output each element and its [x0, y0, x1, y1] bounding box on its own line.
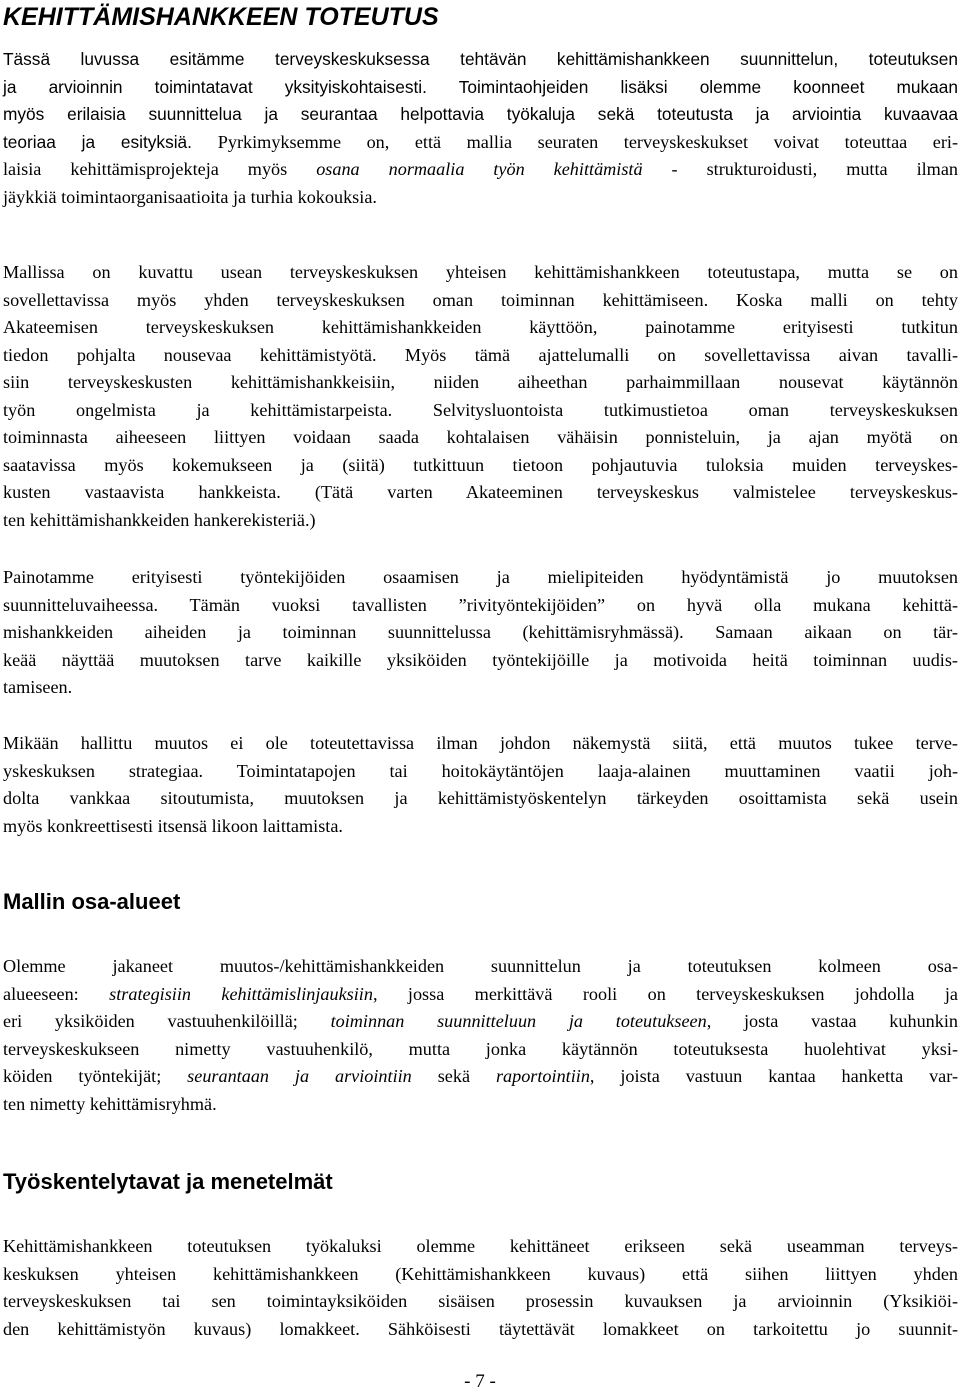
text-span: , josta vastaa kuhunkin [706, 1011, 958, 1031]
paragraph-employee-involvement [3, 564, 958, 702]
text-span: Tässä luvussa esitämme terveyskeskuksessa tehtävän kehittämishankkeen suunnittelun, toteutuksen [3, 49, 958, 69]
text-span: ja arvioinnin toimintatavat yksityiskohtaisesti. Toimintaohjeiden lisäksi olemme koonneet mukaan [3, 76, 958, 97]
paragraph-management-commitment [3, 730, 958, 840]
text-span: Pyrkimyksemme on, että mallia seuraten terveyskeskukset voivat toteuttaa eri- [217, 131, 958, 152]
page-heading: KEHITTÄMISHANKKEEN TOTEUTUS [3, 3, 439, 31]
text-line [3, 981, 958, 1009]
text-span: alueeseen: [3, 983, 110, 1004]
text-span: , joista vastuun kantaa hanketta var- [589, 1066, 958, 1086]
text-line: sovellettavissa myös yhden terveyskeskuksen oman toiminnan kehittämiseen. Koska malli on tehty [3, 289, 958, 310]
italic-text: seurantaan ja arviointiin [187, 1066, 412, 1086]
text-span: teoriaa ja esityksiä. [3, 131, 218, 152]
text-line [3, 74, 958, 102]
text-span: laisia kehittämisprojekteja myös [3, 159, 317, 179]
text-span: köiden työntekijät; [3, 1066, 188, 1086]
paragraph-model-areas [3, 953, 958, 1118]
text-line: terveyskeskuksen tai sen toimintayksiköiden sisäisen prosessin kuvauksen ja arvioinnin (Yksikiöi- [3, 1291, 958, 1311]
text-line [3, 46, 958, 74]
italic-text: strategisiin kehittämislinjauksiin [109, 983, 373, 1004]
paragraph-model-description [3, 259, 958, 534]
text-span: eri yksiköiden vastuuhenkilöillä; [3, 1011, 331, 1031]
text-line [3, 953, 958, 981]
text-span: , jossa merkittävä rooli on terveyskeskuksen johdolla ja [372, 983, 959, 1004]
page-number: - 7 - [464, 1371, 496, 1392]
text-line: den kehittämistyön kuvaus) lomakkeet. Sähköisesti täytettävät lomakkeet on tarkoitettu jo suunnit- [3, 1318, 958, 1339]
paragraph-intro [3, 46, 958, 211]
text-line: kusten vastaavista hankkeista. (Tätä varten Akateeminen terveyskeskus valmistelee terveyskeskus- [3, 482, 958, 502]
text-line: Mallissa on kuvattu usean terveyskeskuksen yhteisen kehittämishankkeen toteutustapa, mutta se on [3, 262, 958, 282]
text-line [3, 101, 958, 129]
text-line: mishankkeiden aiheiden ja toiminnan suunnittelussa (kehittämisryhmässä). Samaan aikaan on tär- [3, 622, 958, 642]
text-line [3, 156, 958, 184]
text-span: sekä [411, 1066, 496, 1086]
text-line [3, 1091, 958, 1119]
italic-text: osana normaalia työn kehittämistä [316, 159, 643, 179]
text-line: ten kehittämishankkeiden hankerekisteriä.) [3, 509, 316, 530]
text-span: - strukturoidusti, mutta ilman [642, 159, 958, 179]
text-line: Kehittämishankkeen toteutuksen työkaluksi olemme kehittäneet erikseen sekä useamman terveys- [3, 1236, 958, 1256]
text-line [3, 1063, 958, 1091]
text-line: dolta vankkaa sitoutumista, muutoksen ja kehittämistyöskentelyn tärkeyden osoittamista sekä usein [3, 788, 958, 808]
italic-text: raportointiin [495, 1066, 590, 1086]
text-span: jäykkiä toimintaorganisaatioita ja turhia kokouksia. [3, 186, 377, 207]
text-line: keskuksen yhteisen kehittämishankkeen (Kehittämishankkeen kuvaus) että siihen liittyen yhden [3, 1263, 958, 1284]
text-line: yskeskuksen strategiaa. Toimintatapojen tai hoitokäytäntöjen laaja-alainen muuttaminen vaatii joh- [3, 760, 958, 781]
text-line: saatavissa myös kokemukseen ja (siitä) tutkittuun tietoon pohjautuvia tuloksia muiden terveyskes- [3, 454, 958, 475]
text-line: siin terveyskeskusten kehittämishankkeisiin, niiden aiheethan parhaimmillaan nousevat käytännön [3, 372, 958, 392]
paragraph-methods [3, 1233, 958, 1343]
text-line: Akateemisen terveyskeskuksen kehittämishankkeiden käyttöön, painotamme erityisesti tutkitun [3, 317, 958, 337]
text-line: tiedon pohjalta nousevaa kehittämistyötä. Myös tämä ajattelumalli on sovellettavissa aivan tavalli- [3, 344, 958, 365]
text-line: toiminnasta aiheeseen liittyen voidaan saada kohtalaisen vähäisin ponnisteluin, ja ajan myötä on [3, 427, 958, 447]
text-line: myös konkreettisesti itsensä likoon laittamista. [3, 815, 343, 836]
text-line [3, 129, 958, 157]
text-span: ten nimetty kehittämisryhmä. [3, 1093, 217, 1114]
text-span: terveyskeskukseen nimetty vastuuhenkilö, mutta jonka käytännön toteutuksesta huolehtivat yksi- [3, 1038, 958, 1059]
section-heading-model-areas: Mallin osa-alueet [3, 889, 181, 914]
text-line: työn ongelmista ja kehittämistarpeista. Selvitysluontoista tutkimustietoa oman terveyskeskuksen [3, 399, 958, 420]
text-line: Painotamme erityisesti työntekijöiden osaamisen ja mielipiteiden hyödyntämistä jo muutoksen [3, 567, 958, 587]
text-line: tamiseen. [3, 677, 73, 697]
text-line: suunnitteluvaiheessa. Tämän vuoksi tavallisten ”rivityöntekijöiden” on hyvä olla mukana kehittä- [3, 594, 958, 615]
text-span: Olemme jakaneet muutos-/kehittämishankkeiden suunnittelun ja toteutuksen kolmeen osa- [3, 956, 958, 976]
text-line [3, 184, 958, 212]
text-span: myös erilaisia suunnittelua ja seurantaa helpottavia työkaluja sekä toteutusta ja arviointia kuvaavaa [3, 104, 958, 124]
text-line [3, 1036, 958, 1064]
section-heading-methods: Työskentelytavat ja menetelmät [3, 1169, 333, 1194]
italic-text: toiminnan suunnitteluun ja toteutukseen [330, 1011, 707, 1031]
text-line: Mikään hallittu muutos ei ole toteutettavissa ilman johdon näkemystä siitä, että muutos tukee terve- [3, 733, 958, 753]
text-line: keää näyttää muutoksen tarve kaikille yksiköiden työntekijöille ja motivoida heitä toiminnan uudis- [3, 649, 958, 670]
text-line [3, 1008, 958, 1036]
